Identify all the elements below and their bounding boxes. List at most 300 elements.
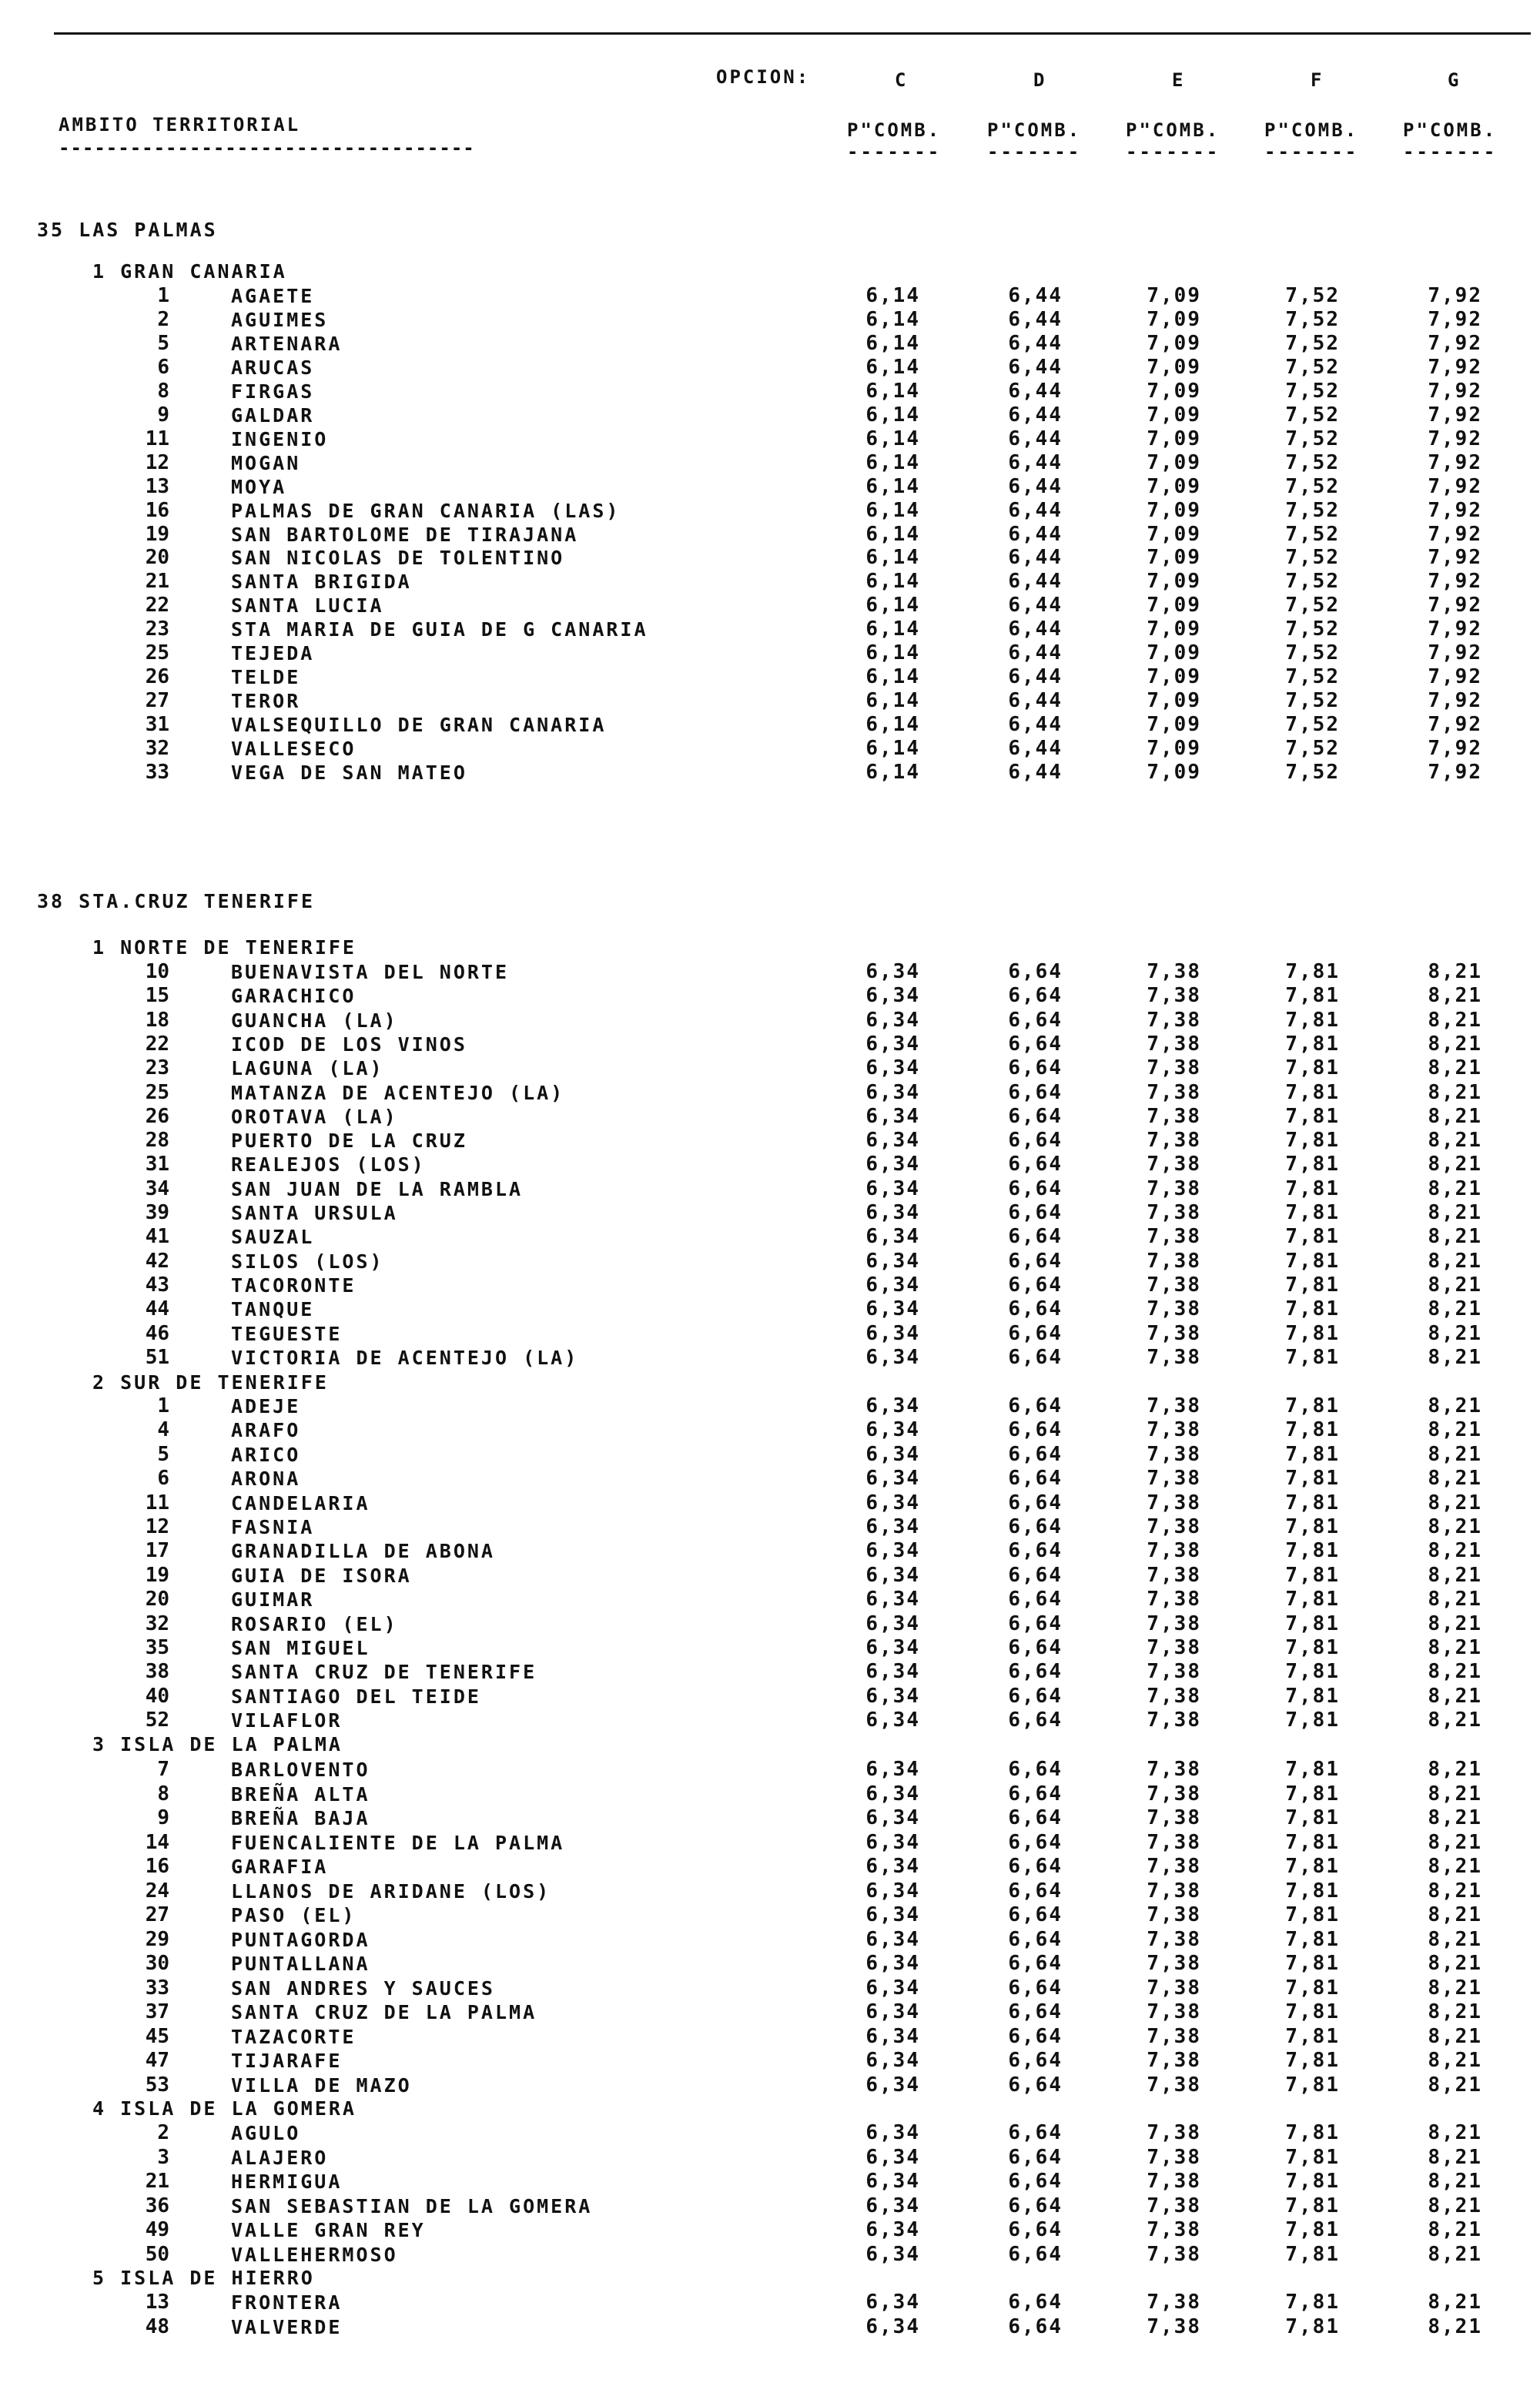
value-col-d: 6,64: [1008, 2121, 1063, 2144]
table-row: [0, 1297, 1540, 1321]
value-col-c: 6,34: [865, 1225, 920, 1249]
value-col-g: 7,92: [1428, 737, 1482, 761]
value-col-f: 7,52: [1285, 450, 1340, 474]
value-col-f: 7,81: [1285, 1176, 1340, 1200]
municipality-name: GARAFIA: [231, 1856, 329, 1878]
value-col-c: 6,34: [865, 2145, 920, 2169]
municipality-code: 30: [145, 1952, 169, 1975]
value-col-f: 7,52: [1285, 546, 1340, 570]
value-col-g: 8,21: [1428, 1806, 1482, 1829]
value-col-f: 7,81: [1285, 2243, 1340, 2266]
value-col-g: 8,21: [1428, 1952, 1482, 1975]
table-row: [0, 2121, 1540, 2145]
table-row: [0, 1636, 1540, 1660]
value-col-d: 6,64: [1008, 2291, 1063, 2314]
table-row: [0, 1394, 1540, 1418]
municipality-code: 27: [145, 1903, 169, 1926]
value-col-d: 6,64: [1008, 1903, 1063, 1926]
value-col-f: 7,81: [1285, 2145, 1340, 2169]
value-col-d: 6,64: [1008, 1782, 1063, 1806]
top-rule: [54, 32, 1531, 35]
municipality-name: BREÑA BAJA: [231, 1807, 370, 1829]
value-col-d: 6,44: [1008, 355, 1063, 379]
value-col-d: 6,64: [1008, 1321, 1063, 1345]
value-col-d: 6,64: [1008, 1032, 1063, 1056]
value-col-d: 6,44: [1008, 641, 1063, 665]
value-col-g: 8,21: [1428, 1176, 1482, 1200]
value-col-d: 6,64: [1008, 1879, 1063, 1903]
table-row: [0, 1612, 1540, 1636]
municipality-name: GRANADILLA DE ABONA: [231, 1540, 495, 1563]
value-col-f: 7,81: [1285, 2218, 1340, 2242]
value-col-g: 7,92: [1428, 522, 1482, 546]
value-col-e: 7,38: [1147, 1056, 1201, 1080]
table-row: [0, 2073, 1540, 2097]
municipality-code: 6: [157, 355, 169, 379]
value-col-f: 7,81: [1285, 1249, 1340, 1273]
value-col-f: 7,52: [1285, 641, 1340, 665]
value-col-g: 8,21: [1428, 2314, 1482, 2338]
value-col-f: 7,52: [1285, 761, 1340, 784]
value-col-g: 7,92: [1428, 617, 1482, 641]
value-col-f: 7,81: [1285, 1225, 1340, 1249]
value-col-e: 7,38: [1147, 2170, 1201, 2194]
col-g-underline: -------: [1403, 141, 1498, 162]
municipality-code: 28: [145, 1129, 169, 1153]
value-col-f: 7,81: [1285, 1345, 1340, 1369]
table-row: [0, 1225, 1540, 1249]
value-col-e: 7,09: [1147, 570, 1201, 594]
value-col-c: 6,34: [865, 2291, 920, 2314]
municipality-code: 23: [145, 617, 169, 641]
value-col-d: 6,64: [1008, 1104, 1063, 1128]
municipality-name: HERMIGUA: [231, 2170, 343, 2194]
municipality-name: VALLESECO: [231, 738, 357, 761]
value-col-g: 8,21: [1428, 2218, 1482, 2242]
municipality-name: AGAETE: [231, 285, 315, 307]
value-col-c: 6,14: [865, 689, 920, 713]
municipality-name: VALLEHERMOSO: [231, 2244, 398, 2266]
municipality-code: 18: [145, 1008, 169, 1032]
value-col-g: 8,21: [1428, 1467, 1482, 1491]
island-group-label: 3 ISLA DE LA PALMA: [92, 1733, 343, 1755]
value-col-g: 7,92: [1428, 665, 1482, 689]
municipality-name: CANDELARIA: [231, 1491, 370, 1514]
option-d: D: [1033, 69, 1047, 91]
value-col-c: 6,34: [865, 1345, 920, 1369]
value-col-f: 7,81: [1285, 1297, 1340, 1321]
municipality-code: 5: [157, 331, 169, 355]
value-col-c: 6,34: [865, 2073, 920, 2097]
island-group-label: 1 GRAN CANARIA: [92, 260, 287, 283]
municipality-name: SANTA LUCIA: [231, 594, 384, 617]
value-col-f: 7,81: [1285, 1008, 1340, 1032]
value-col-c: 6,34: [865, 1418, 920, 1442]
municipality-name: ICOD DE LOS VINOS: [231, 1033, 467, 1056]
value-col-g: 8,21: [1428, 1636, 1482, 1659]
value-col-f: 7,81: [1285, 1080, 1340, 1104]
municipality-name: BUENAVISTA DEL NORTE: [231, 961, 510, 983]
municipality-name: GUIMAR: [231, 1588, 315, 1612]
value-col-f: 7,52: [1285, 570, 1340, 594]
municipality-name: TEROR: [231, 690, 301, 713]
value-col-c: 6,34: [865, 2243, 920, 2266]
table-row: [0, 2315, 1540, 2339]
municipality-code: 29: [145, 1927, 169, 1951]
value-col-d: 6,64: [1008, 1563, 1063, 1587]
municipality-code: 52: [145, 1709, 169, 1732]
municipality-name: MOGAN: [231, 451, 301, 474]
value-col-c: 6,14: [865, 403, 920, 427]
value-col-f: 7,52: [1285, 307, 1340, 331]
value-col-e: 7,09: [1147, 617, 1201, 641]
municipality-name: TACORONTE: [231, 1273, 357, 1297]
municipality-code: 31: [145, 1153, 169, 1176]
value-col-d: 6,64: [1008, 2049, 1063, 2072]
value-col-f: 7,81: [1285, 1806, 1340, 1829]
table-row: [0, 1201, 1540, 1225]
table-row: [0, 1855, 1540, 1879]
value-col-f: 7,52: [1285, 665, 1340, 689]
municipality-code: 17: [145, 1539, 169, 1563]
municipality-name: SANTA URSULA: [231, 1202, 398, 1224]
value-col-f: 7,81: [1285, 2314, 1340, 2338]
value-col-f: 7,81: [1285, 1153, 1340, 1176]
municipality-code: 10: [145, 960, 169, 983]
municipality-code: 38: [145, 1660, 169, 1684]
table-row: [0, 1105, 1540, 1129]
island-group-label: 4 ISLA DE LA GOMERA: [92, 2097, 357, 2120]
municipality-code: 20: [145, 1588, 169, 1612]
value-col-c: 6,14: [865, 284, 920, 307]
table-row: [0, 1033, 1540, 1056]
value-col-d: 6,44: [1008, 403, 1063, 427]
value-col-g: 8,21: [1428, 960, 1482, 983]
value-col-g: 8,21: [1428, 1758, 1482, 1781]
value-col-g: 8,21: [1428, 1830, 1482, 1854]
municipality-name: VICTORIA DE ACENTEJO (LA): [231, 1346, 579, 1369]
table-row: [0, 1491, 1540, 1515]
value-col-e: 7,38: [1147, 1418, 1201, 1442]
value-col-c: 6,34: [865, 1394, 920, 1417]
value-col-f: 7,52: [1285, 498, 1340, 522]
municipality-code: 19: [145, 522, 169, 546]
value-col-d: 6,64: [1008, 1636, 1063, 1659]
value-col-e: 7,38: [1147, 2243, 1201, 2266]
municipality-code: 26: [145, 665, 169, 689]
value-col-d: 6,64: [1008, 1080, 1063, 1104]
value-col-e: 7,38: [1147, 1563, 1201, 1587]
value-col-f: 7,81: [1285, 1032, 1340, 1056]
value-col-e: 7,09: [1147, 427, 1201, 450]
value-col-f: 7,81: [1285, 2194, 1340, 2217]
table-row: [0, 1177, 1540, 1201]
value-col-c: 6,14: [865, 450, 920, 474]
value-col-f: 7,81: [1285, 1491, 1340, 1514]
table-row: [0, 499, 1540, 523]
value-col-e: 7,38: [1147, 960, 1201, 983]
value-col-d: 6,44: [1008, 594, 1063, 617]
table-row: [0, 1806, 1540, 1830]
municipality-name: FUENCALIENTE DE LA PALMA: [231, 1831, 565, 1854]
table-row: [0, 1685, 1540, 1709]
value-col-c: 6,34: [865, 1491, 920, 1514]
table-row: [0, 356, 1540, 380]
value-col-d: 6,64: [1008, 2170, 1063, 2194]
value-col-f: 7,81: [1285, 984, 1340, 1008]
value-col-c: 6,34: [865, 1056, 920, 1080]
table-row: [0, 1418, 1540, 1442]
value-col-d: 6,64: [1008, 1297, 1063, 1321]
table-row: [0, 284, 1540, 308]
table-row: [0, 1009, 1540, 1033]
value-col-g: 8,21: [1428, 1080, 1482, 1104]
municipality-code: 22: [145, 1032, 169, 1056]
value-col-g: 8,21: [1428, 1612, 1482, 1635]
municipality-name: OROTAVA (LA): [231, 1105, 398, 1128]
value-col-g: 8,21: [1428, 1879, 1482, 1903]
municipality-code: 2: [157, 2121, 169, 2144]
table-row: [0, 617, 1540, 641]
value-col-c: 6,14: [865, 331, 920, 355]
value-col-e: 7,38: [1147, 1976, 1201, 2000]
value-col-f: 7,81: [1285, 1660, 1340, 1684]
value-col-d: 6,64: [1008, 1709, 1063, 1732]
value-col-d: 6,64: [1008, 2000, 1063, 2023]
value-col-e: 7,38: [1147, 1612, 1201, 1635]
value-col-d: 6,64: [1008, 2024, 1063, 2048]
value-col-e: 7,38: [1147, 2049, 1201, 2072]
value-col-f: 7,81: [1285, 1903, 1340, 1926]
value-col-c: 6,34: [865, 1903, 920, 1926]
value-col-f: 7,81: [1285, 2291, 1340, 2314]
value-col-f: 7,81: [1285, 1855, 1340, 1878]
col-f-underline: -------: [1264, 141, 1359, 162]
value-col-g: 8,21: [1428, 2049, 1482, 2072]
col-c-underline: -------: [847, 141, 942, 162]
municipality-code: 12: [145, 1515, 169, 1538]
value-col-c: 6,14: [865, 665, 920, 689]
value-col-g: 8,21: [1428, 1927, 1482, 1951]
value-col-e: 7,38: [1147, 2145, 1201, 2169]
municipality-code: 1: [157, 1394, 169, 1417]
value-col-d: 6,44: [1008, 546, 1063, 570]
value-col-e: 7,09: [1147, 331, 1201, 355]
value-col-c: 6,34: [865, 1660, 920, 1684]
value-col-e: 7,09: [1147, 379, 1201, 403]
value-col-g: 8,21: [1428, 1563, 1482, 1587]
value-col-d: 6,64: [1008, 2194, 1063, 2217]
value-col-g: 8,21: [1428, 1709, 1482, 1732]
value-col-c: 6,14: [865, 355, 920, 379]
value-col-e: 7,38: [1147, 1927, 1201, 1951]
value-col-e: 7,38: [1147, 1758, 1201, 1781]
table-row: [0, 1903, 1540, 1927]
value-col-d: 6,64: [1008, 2314, 1063, 2338]
municipality-code: 43: [145, 1273, 169, 1297]
value-col-c: 6,34: [865, 1249, 920, 1273]
value-col-g: 7,92: [1428, 284, 1482, 307]
municipality-name: TAZACORTE: [231, 2025, 357, 2048]
table-row: [0, 2146, 1540, 2170]
municipality-name: ROSARIO (EL): [231, 1612, 398, 1635]
value-col-f: 7,81: [1285, 2049, 1340, 2072]
value-col-g: 8,21: [1428, 2121, 1482, 2144]
value-col-g: 8,21: [1428, 1345, 1482, 1369]
municipality-name: ARAFO: [231, 1419, 301, 1442]
table-row: [0, 713, 1540, 737]
municipality-code: 2: [157, 307, 169, 331]
municipality-code: 24: [145, 1879, 169, 1903]
municipality-code: 11: [145, 427, 169, 450]
value-col-f: 7,81: [1285, 1612, 1340, 1635]
value-col-c: 6,34: [865, 1442, 920, 1466]
value-col-d: 6,44: [1008, 689, 1063, 713]
value-col-f: 7,81: [1285, 1515, 1340, 1538]
value-col-c: 6,34: [865, 1032, 920, 1056]
value-col-d: 6,44: [1008, 761, 1063, 784]
value-col-g: 7,92: [1428, 355, 1482, 379]
table-row: [0, 2291, 1540, 2314]
table-row: [0, 1758, 1540, 1782]
value-col-e: 7,38: [1147, 1636, 1201, 1659]
value-col-e: 7,38: [1147, 1273, 1201, 1297]
municipality-name: SAN SEBASTIAN DE LA GOMERA: [231, 2194, 593, 2217]
municipality-name: SAN MIGUEL: [231, 1637, 370, 1659]
value-col-g: 7,92: [1428, 379, 1482, 403]
municipality-code: 50: [145, 2243, 169, 2266]
option-e: E: [1172, 69, 1186, 91]
municipality-code: 45: [145, 2024, 169, 2048]
value-col-f: 7,81: [1285, 1442, 1340, 1466]
value-col-e: 7,38: [1147, 1588, 1201, 1612]
municipality-code: 36: [145, 2194, 169, 2217]
municipality-name: SAN NICOLAS DE TOLENTINO: [231, 547, 565, 570]
municipality-code: 21: [145, 2170, 169, 2194]
value-col-e: 7,38: [1147, 1176, 1201, 1200]
value-col-c: 6,34: [865, 1129, 920, 1153]
option-g: G: [1448, 69, 1461, 91]
table-row: [0, 984, 1540, 1008]
value-col-c: 6,14: [865, 379, 920, 403]
municipality-name: ALAJERO: [231, 2146, 329, 2169]
value-col-f: 7,52: [1285, 617, 1340, 641]
municipality-name: GARACHICO: [231, 985, 357, 1008]
value-col-d: 6,64: [1008, 1660, 1063, 1684]
value-col-c: 6,14: [865, 737, 920, 761]
value-col-e: 7,38: [1147, 1345, 1201, 1369]
value-col-f: 7,81: [1285, 2073, 1340, 2097]
value-col-f: 7,81: [1285, 1056, 1340, 1080]
value-col-e: 7,38: [1147, 1660, 1201, 1684]
municipality-code: 53: [145, 2073, 169, 2097]
municipality-name: SAN ANDRES Y SAUCES: [231, 1976, 495, 2000]
value-col-c: 6,34: [865, 1321, 920, 1345]
value-col-c: 6,14: [865, 570, 920, 594]
value-col-d: 6,64: [1008, 960, 1063, 983]
col-f-label: P"COMB.: [1264, 119, 1359, 141]
table-row: [0, 403, 1540, 427]
value-col-e: 7,38: [1147, 1952, 1201, 1975]
municipality-code: 33: [145, 761, 169, 784]
value-col-e: 7,09: [1147, 546, 1201, 570]
value-col-g: 7,92: [1428, 761, 1482, 784]
value-col-e: 7,09: [1147, 689, 1201, 713]
table-row: [0, 570, 1540, 594]
value-col-f: 7,81: [1285, 1418, 1340, 1442]
table-row: [0, 2025, 1540, 2049]
municipality-name: SAUZAL: [231, 1226, 315, 1249]
municipality-code: 8: [157, 379, 169, 403]
municipality-name: INGENIO: [231, 427, 329, 450]
municipality-name: PASO (EL): [231, 1904, 357, 1926]
municipality-name: VEGA DE SAN MATEO: [231, 761, 467, 784]
municipality-code: 40: [145, 1684, 169, 1708]
municipality-code: 16: [145, 1855, 169, 1878]
value-col-e: 7,38: [1147, 1684, 1201, 1708]
value-col-g: 8,21: [1428, 1201, 1482, 1224]
value-col-e: 7,09: [1147, 355, 1201, 379]
value-col-f: 7,52: [1285, 737, 1340, 761]
value-col-d: 6,64: [1008, 2243, 1063, 2266]
value-col-c: 6,14: [865, 546, 920, 570]
municipality-name: SANTA BRIGIDA: [231, 571, 412, 594]
municipality-name: STA MARIA DE GUIA DE G CANARIA: [231, 618, 648, 641]
value-col-e: 7,09: [1147, 522, 1201, 546]
value-col-c: 6,34: [865, 1612, 920, 1635]
municipality-code: 41: [145, 1225, 169, 1249]
value-col-e: 7,38: [1147, 2291, 1201, 2314]
municipality-code: 21: [145, 570, 169, 594]
col-e-label: P"COMB.: [1126, 119, 1220, 141]
value-col-f: 7,52: [1285, 474, 1340, 498]
table-row: [0, 1709, 1540, 1732]
value-col-d: 6,64: [1008, 1153, 1063, 1176]
value-col-d: 6,64: [1008, 2073, 1063, 2097]
municipality-name: VILAFLOR: [231, 1709, 343, 1732]
municipality-name: FIRGAS: [231, 380, 315, 403]
value-col-e: 7,38: [1147, 1830, 1201, 1854]
value-col-c: 6,34: [865, 2024, 920, 2048]
municipality-name: VILLA DE MAZO: [231, 2073, 412, 2097]
value-col-d: 6,44: [1008, 379, 1063, 403]
value-col-d: 6,64: [1008, 1806, 1063, 1829]
value-col-g: 8,21: [1428, 1539, 1482, 1563]
value-col-d: 6,64: [1008, 1345, 1063, 1369]
value-col-f: 7,52: [1285, 284, 1340, 307]
value-col-g: 8,21: [1428, 1418, 1482, 1442]
municipality-code: 33: [145, 1976, 169, 2000]
table-row: [0, 960, 1540, 984]
value-col-c: 6,14: [865, 474, 920, 498]
municipality-name: ARICO: [231, 1443, 301, 1466]
col-e-underline: -------: [1126, 141, 1220, 162]
value-col-c: 6,34: [865, 2218, 920, 2242]
municipality-name: PUERTO DE LA CRUZ: [231, 1130, 467, 1153]
table-row: [0, 665, 1540, 689]
value-col-e: 7,09: [1147, 284, 1201, 307]
value-col-d: 6,64: [1008, 1249, 1063, 1273]
value-col-e: 7,38: [1147, 1467, 1201, 1491]
value-col-c: 6,14: [865, 307, 920, 331]
municipality-code: 26: [145, 1104, 169, 1128]
value-col-c: 6,34: [865, 1297, 920, 1321]
value-col-g: 8,21: [1428, 2243, 1482, 2266]
value-col-f: 7,81: [1285, 1782, 1340, 1806]
municipality-name: ARTENARA: [231, 332, 343, 355]
value-col-g: 8,21: [1428, 984, 1482, 1008]
municipality-name: ARONA: [231, 1468, 301, 1491]
